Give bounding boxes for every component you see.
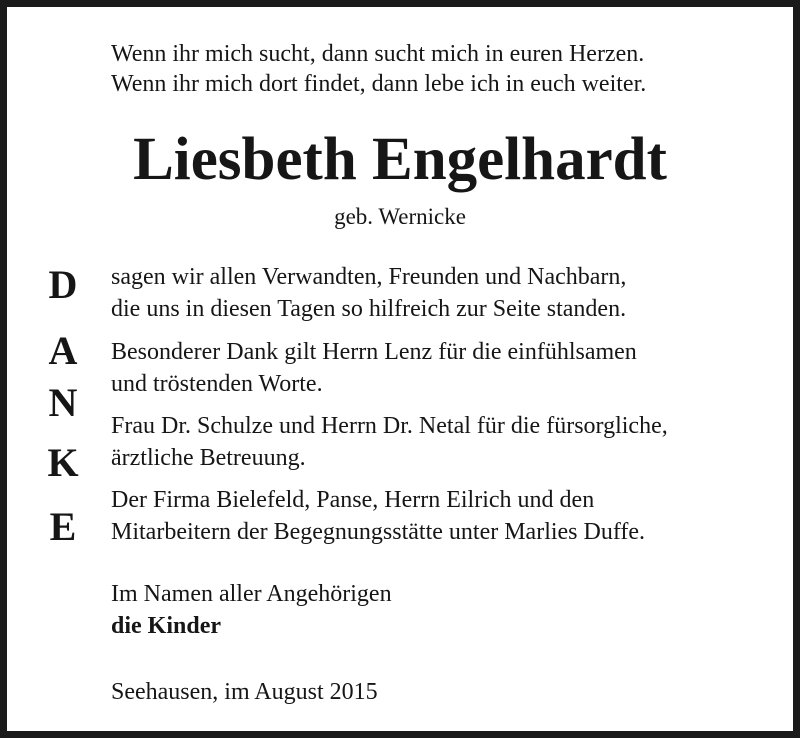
signature-line: Im Namen aller Angehörigen (111, 581, 392, 607)
thanks-line-2: die uns in diesen Tagen so hilfreich zur Seite standen. (111, 296, 627, 322)
danke-letter-k: K (47, 440, 79, 485)
danke-letter-n: N (48, 380, 78, 425)
thanks-line-5: Frau Dr. Schulze und Herrn Dr. Netal für die fürsorgliche, (111, 413, 668, 439)
thanks-line-7: Der Firma Bielefeld, Panse, Herrn Eilrich und den (111, 487, 595, 513)
danke-letter-e: E (49, 504, 77, 549)
motto-line-2: Wenn ihr mich dort findet, dann lebe ich in euch weiter. (111, 71, 647, 97)
signature-name: die Kinder (111, 613, 222, 639)
thanks-line-1: sagen wir allen Verwandten, Freunden und Nachbarn, (111, 264, 627, 290)
place-date: Seehausen, im August 2015 (111, 679, 378, 705)
danke-letter-a: A (48, 328, 78, 373)
deceased-name: Liesbeth Engelhardt (133, 126, 667, 193)
motto-line-1: Wenn ihr mich sucht, dann sucht mich in euren Herzen. (111, 41, 645, 67)
thanks-line-8: Mitarbeitern der Begegnungsstätte unter Marlies Duffe. (111, 519, 646, 545)
thanks-line-6: ärztliche Betreuung. (111, 445, 306, 471)
thanks-line-3: Besonderer Dank gilt Herrn Lenz für die einfühlsamen (111, 339, 637, 365)
thanks-line-4: und tröstenden Worte. (111, 371, 323, 397)
danke-letter-d: D (48, 262, 78, 307)
birth-name: geb. Wernicke (334, 204, 466, 229)
